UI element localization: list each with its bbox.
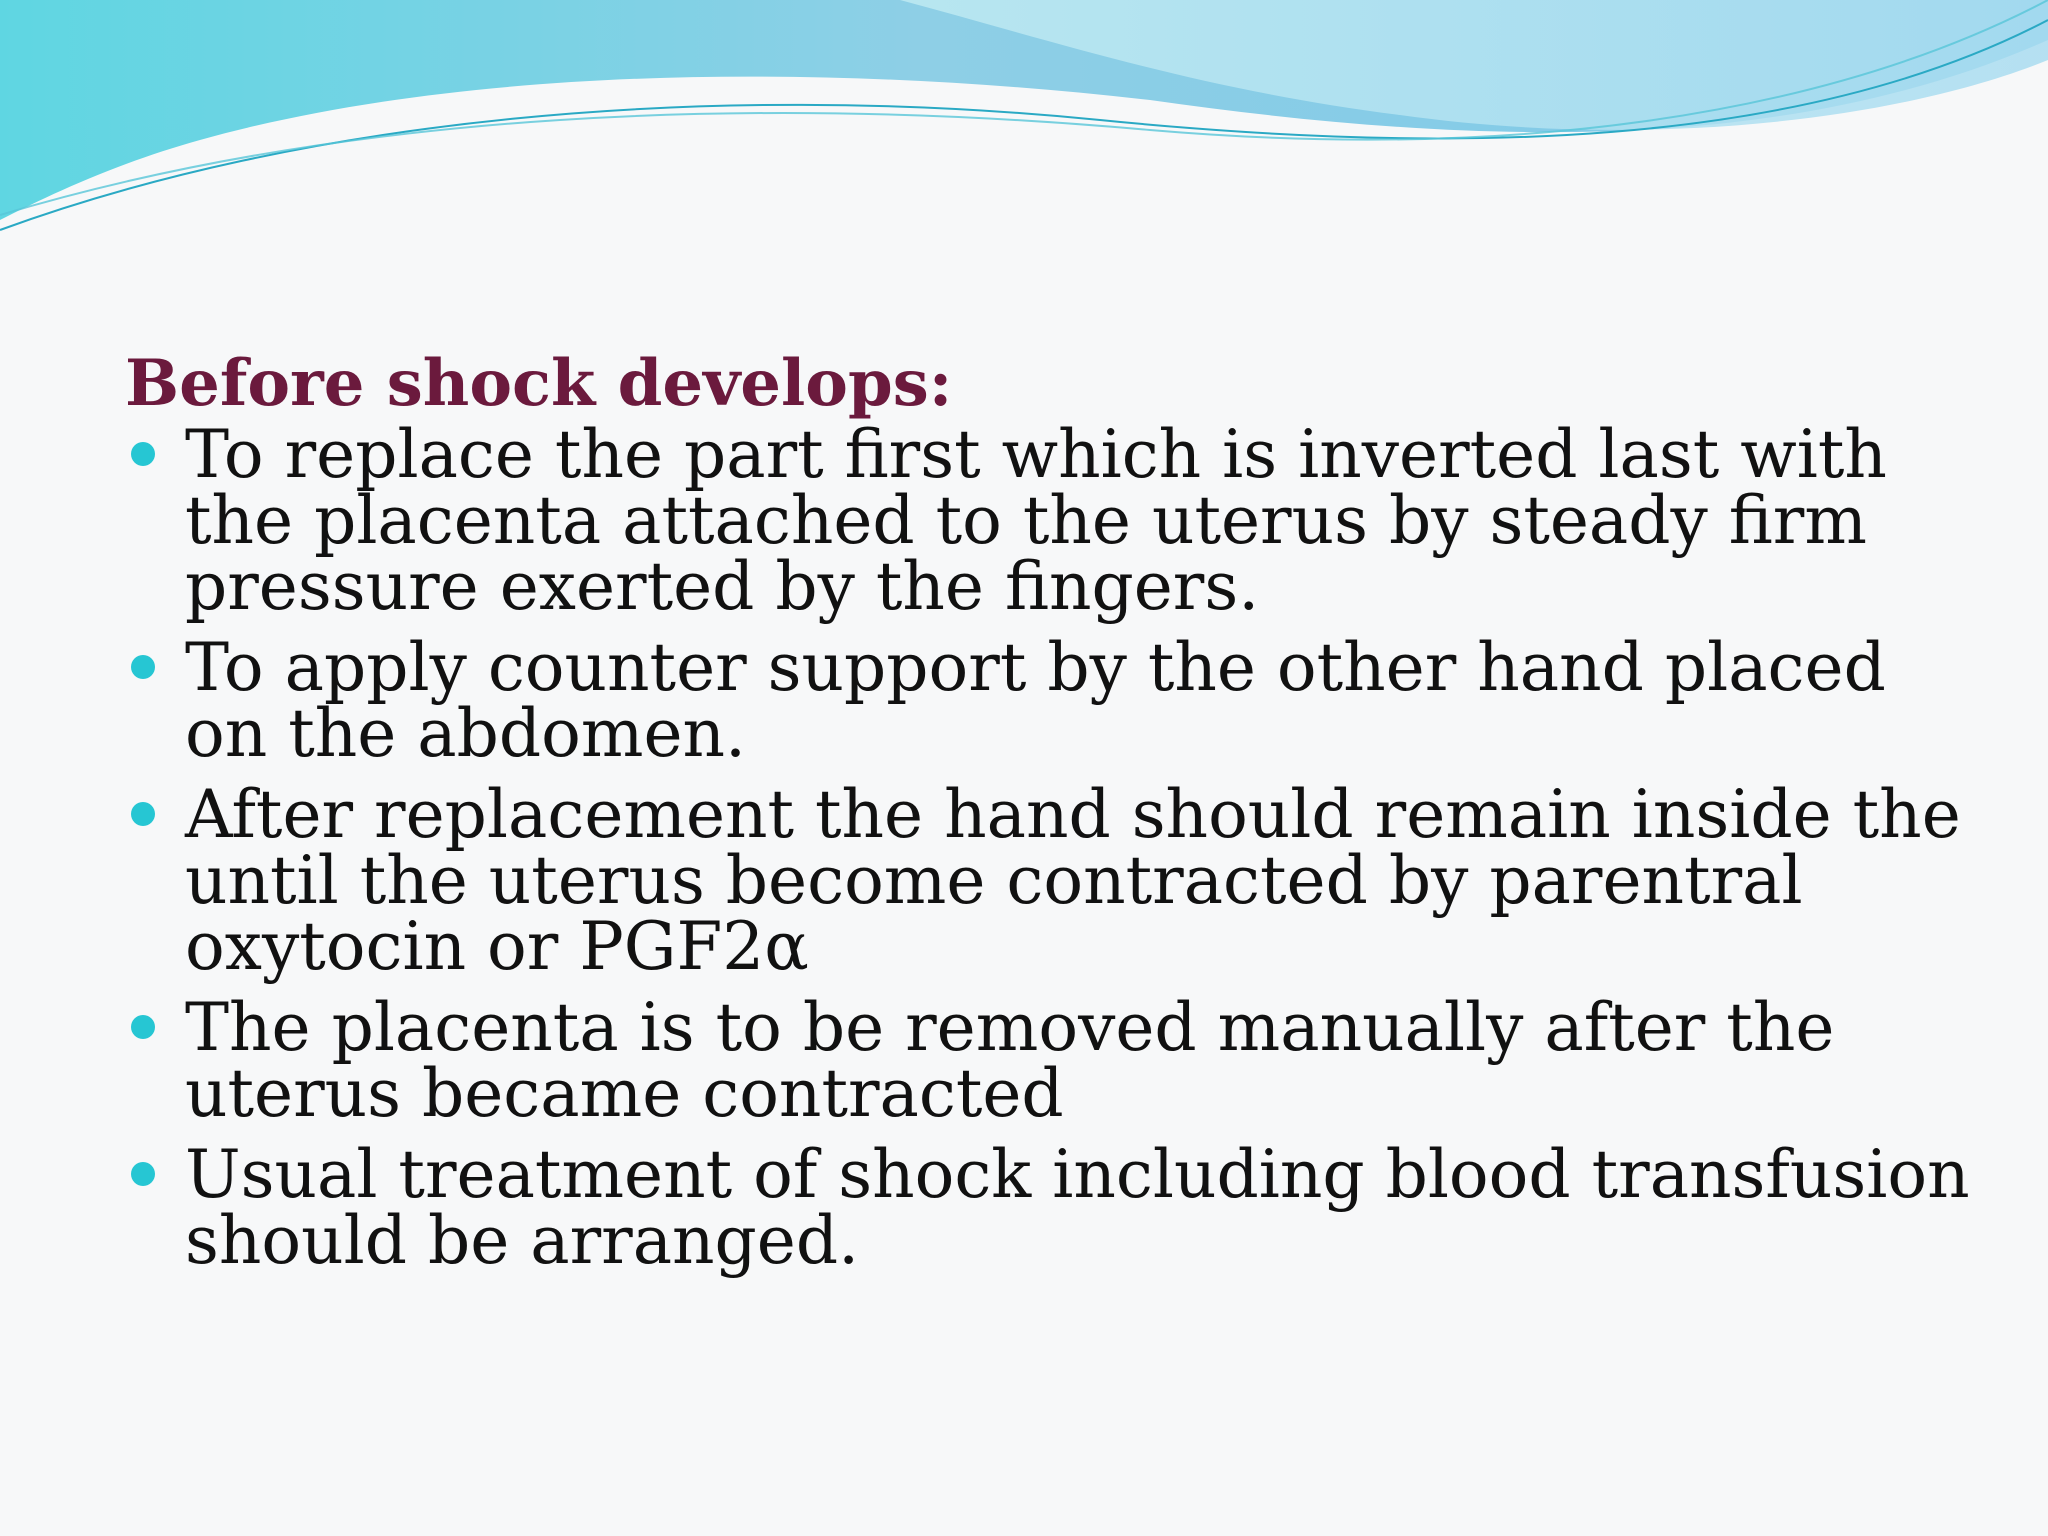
list-item xyxy=(125,1136,1975,1279)
wave-header-decoration xyxy=(0,0,2048,240)
slide-heading: Before shock develops: xyxy=(125,346,953,421)
bullet-dot-icon xyxy=(131,1015,155,1039)
list-item-text: To replace the part first which is inverted last with the placenta attached to the uterus by steady firm pressure exerted by the fingers. xyxy=(185,416,1887,625)
bullet-list xyxy=(125,416,1975,1279)
slide-content xyxy=(125,346,1975,1289)
list-item-text: Usual treatment of shock including blood transfusion should be arranged. xyxy=(185,1136,1970,1279)
list-item xyxy=(125,416,1975,625)
bullet-dot-icon xyxy=(131,442,155,466)
list-item xyxy=(125,776,1975,985)
list-item-text: The placenta is to be removed manually after the uterus became contracted xyxy=(185,989,1835,1132)
list-item xyxy=(125,629,1975,772)
list-item-text: To apply counter support by the other hand placed on the abdomen. xyxy=(185,629,1886,772)
bullet-dot-icon xyxy=(131,1162,155,1186)
bullet-dot-icon xyxy=(131,802,155,826)
list-item xyxy=(125,989,1975,1132)
list-item-text: After replacement the hand should remain inside the until the uterus become contracted by parentral oxytocin or PGF2α xyxy=(185,776,1961,985)
bullet-dot-icon xyxy=(131,655,155,679)
